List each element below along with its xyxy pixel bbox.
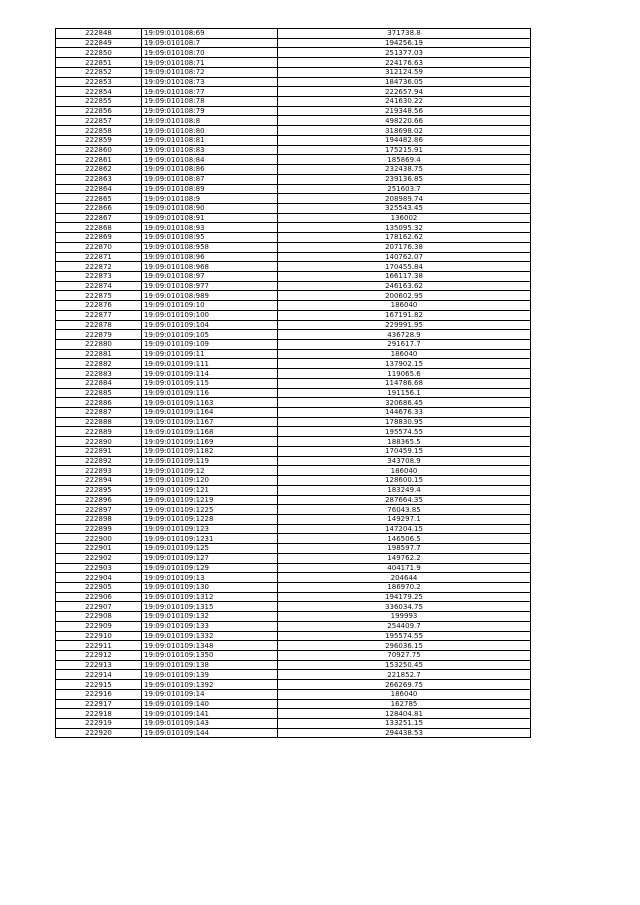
data-table bbox=[55, 28, 531, 738]
table-row bbox=[56, 369, 531, 379]
row-id-cell: 222901 bbox=[56, 544, 142, 554]
table-row bbox=[56, 67, 531, 77]
row-id-cell: 222892 bbox=[56, 456, 142, 466]
cadastral-code-cell: 19:09:010109:1164 bbox=[142, 408, 278, 418]
row-id-cell: 222858 bbox=[56, 126, 142, 136]
table-row bbox=[56, 340, 531, 350]
row-id-cell: 222908 bbox=[56, 612, 142, 622]
row-id-cell: 222897 bbox=[56, 505, 142, 515]
row-id-cell: 222893 bbox=[56, 466, 142, 476]
row-id-cell: 222870 bbox=[56, 242, 142, 252]
table-row bbox=[56, 233, 531, 243]
cadastral-code-cell: 19:09:010109:125 bbox=[142, 544, 278, 554]
value-cell: 436728.9 bbox=[278, 330, 531, 340]
value-cell: 219348.56 bbox=[278, 106, 531, 116]
cadastral-code-cell: 19:09:010109:127 bbox=[142, 553, 278, 563]
row-id-cell: 222916 bbox=[56, 689, 142, 699]
row-id-cell: 222905 bbox=[56, 582, 142, 592]
value-cell: 170455.84 bbox=[278, 262, 531, 272]
row-id-cell: 222918 bbox=[56, 709, 142, 719]
value-cell: 325543.45 bbox=[278, 203, 531, 213]
value-cell: 320686.45 bbox=[278, 398, 531, 408]
cadastral-code-cell: 19:09:010108:96 bbox=[142, 252, 278, 262]
table-row bbox=[56, 408, 531, 418]
value-cell: 266269.75 bbox=[278, 680, 531, 690]
value-cell: 128600.15 bbox=[278, 476, 531, 486]
row-id-cell: 222865 bbox=[56, 194, 142, 204]
value-cell: 188365.5 bbox=[278, 437, 531, 447]
cadastral-code-cell: 19:09:010109:1163 bbox=[142, 398, 278, 408]
cadastral-code-cell: 19:09:010109:1219 bbox=[142, 495, 278, 505]
table-row bbox=[56, 165, 531, 175]
table-row bbox=[56, 29, 531, 39]
cadastral-code-cell: 19:09:010109:138 bbox=[142, 660, 278, 670]
table-row bbox=[56, 194, 531, 204]
cadastral-code-cell: 19:09:010109:121 bbox=[142, 485, 278, 495]
table-row bbox=[56, 48, 531, 58]
value-cell: 207176.38 bbox=[278, 242, 531, 252]
row-id-cell: 222909 bbox=[56, 621, 142, 631]
value-cell: 251377.03 bbox=[278, 48, 531, 58]
cadastral-code-cell: 19:09:010109:133 bbox=[142, 621, 278, 631]
cadastral-code-cell: 19:09:010109:143 bbox=[142, 719, 278, 729]
cadastral-code-cell: 19:09:010108:77 bbox=[142, 87, 278, 97]
value-cell: 204644 bbox=[278, 573, 531, 583]
value-cell: 162785 bbox=[278, 699, 531, 709]
table-row bbox=[56, 378, 531, 388]
cadastral-code-cell: 19:09:010109:1167 bbox=[142, 417, 278, 427]
value-cell: 136002 bbox=[278, 213, 531, 223]
table-row bbox=[56, 660, 531, 670]
value-cell: 137902.15 bbox=[278, 359, 531, 369]
cadastral-code-cell: 19:09:010108:79 bbox=[142, 106, 278, 116]
value-cell: 195574.55 bbox=[278, 631, 531, 641]
table-row bbox=[56, 592, 531, 602]
value-cell: 251603.7 bbox=[278, 184, 531, 194]
row-id-cell: 222891 bbox=[56, 446, 142, 456]
table-row bbox=[56, 709, 531, 719]
cadastral-code-cell: 19:09:010109:1228 bbox=[142, 514, 278, 524]
cadastral-code-cell: 19:09:010108:70 bbox=[142, 48, 278, 58]
row-id-cell: 222914 bbox=[56, 670, 142, 680]
row-id-cell: 222866 bbox=[56, 203, 142, 213]
cadastral-code-cell: 19:09:010108:90 bbox=[142, 203, 278, 213]
table-row bbox=[56, 651, 531, 661]
cadastral-code-cell: 19:09:010109:1392 bbox=[142, 680, 278, 690]
row-id-cell: 222851 bbox=[56, 58, 142, 68]
table-row bbox=[56, 437, 531, 447]
row-id-cell: 222875 bbox=[56, 291, 142, 301]
cadastral-code-cell: 19:09:010109:111 bbox=[142, 359, 278, 369]
cadastral-code-cell: 19:09:010109:1182 bbox=[142, 446, 278, 456]
cadastral-code-cell: 19:09:010109:1350 bbox=[142, 651, 278, 661]
table-row bbox=[56, 456, 531, 466]
value-cell: 194179.25 bbox=[278, 592, 531, 602]
value-cell: 498220.66 bbox=[278, 116, 531, 126]
value-cell: 221852.7 bbox=[278, 670, 531, 680]
row-id-cell: 222871 bbox=[56, 252, 142, 262]
row-id-cell: 222859 bbox=[56, 135, 142, 145]
cadastral-code-cell: 19:09:010108:83 bbox=[142, 145, 278, 155]
row-id-cell: 222887 bbox=[56, 408, 142, 418]
cadastral-code-cell: 19:09:010109:14 bbox=[142, 689, 278, 699]
row-id-cell: 222896 bbox=[56, 495, 142, 505]
value-cell: 128404.81 bbox=[278, 709, 531, 719]
value-cell: 166117.38 bbox=[278, 271, 531, 281]
value-cell: 186040 bbox=[278, 466, 531, 476]
row-id-cell: 222903 bbox=[56, 563, 142, 573]
table-row bbox=[56, 417, 531, 427]
cadastral-code-cell: 19:09:010109:139 bbox=[142, 670, 278, 680]
row-id-cell: 222899 bbox=[56, 524, 142, 534]
row-id-cell: 222917 bbox=[56, 699, 142, 709]
table-row bbox=[56, 680, 531, 690]
table-row bbox=[56, 485, 531, 495]
value-cell: 149297.1 bbox=[278, 514, 531, 524]
table-row bbox=[56, 310, 531, 320]
cadastral-code-cell: 19:09:010108:7 bbox=[142, 38, 278, 48]
table-row bbox=[56, 291, 531, 301]
value-cell: 70927.75 bbox=[278, 651, 531, 661]
value-cell: 222657.94 bbox=[278, 87, 531, 97]
cadastral-code-cell: 19:09:010108:93 bbox=[142, 223, 278, 233]
table-row bbox=[56, 631, 531, 641]
row-id-cell: 222884 bbox=[56, 378, 142, 388]
table-row bbox=[56, 252, 531, 262]
table-row bbox=[56, 582, 531, 592]
cadastral-code-cell: 19:09:010109:1231 bbox=[142, 534, 278, 544]
row-id-cell: 222904 bbox=[56, 573, 142, 583]
table-row bbox=[56, 699, 531, 709]
table-row bbox=[56, 670, 531, 680]
value-cell: 186040 bbox=[278, 301, 531, 311]
cadastral-code-cell: 19:09:010108:97 bbox=[142, 271, 278, 281]
table-row bbox=[56, 262, 531, 272]
table-row bbox=[56, 77, 531, 87]
table-row bbox=[56, 573, 531, 583]
row-id-cell: 222878 bbox=[56, 320, 142, 330]
row-id-cell: 222920 bbox=[56, 728, 142, 738]
table-row bbox=[56, 349, 531, 359]
cadastral-code-cell: 19:09:010109:1315 bbox=[142, 602, 278, 612]
cadastral-code-cell: 19:09:010109:1348 bbox=[142, 641, 278, 651]
value-cell: 170459.15 bbox=[278, 446, 531, 456]
row-id-cell: 222868 bbox=[56, 223, 142, 233]
table-row bbox=[56, 495, 531, 505]
value-cell: 200602.95 bbox=[278, 291, 531, 301]
table-row bbox=[56, 126, 531, 136]
cadastral-code-cell: 19:09:010109:11 bbox=[142, 349, 278, 359]
table-row bbox=[56, 446, 531, 456]
cadastral-code-cell: 19:09:010109:105 bbox=[142, 330, 278, 340]
table-row bbox=[56, 38, 531, 48]
table-row bbox=[56, 505, 531, 515]
table-row bbox=[56, 116, 531, 126]
row-id-cell: 222874 bbox=[56, 281, 142, 291]
value-cell: 229991.95 bbox=[278, 320, 531, 330]
value-cell: 254409.7 bbox=[278, 621, 531, 631]
value-cell: 291617.7 bbox=[278, 340, 531, 350]
value-cell: 318698.02 bbox=[278, 126, 531, 136]
value-cell: 239136.85 bbox=[278, 174, 531, 184]
table-row bbox=[56, 359, 531, 369]
value-cell: 371738.8 bbox=[278, 29, 531, 39]
cadastral-code-cell: 19:09:010108:968 bbox=[142, 262, 278, 272]
row-id-cell: 222850 bbox=[56, 48, 142, 58]
cadastral-code-cell: 19:09:010109:120 bbox=[142, 476, 278, 486]
table-row bbox=[56, 223, 531, 233]
value-cell: 224176.63 bbox=[278, 58, 531, 68]
row-id-cell: 222880 bbox=[56, 340, 142, 350]
row-id-cell: 222902 bbox=[56, 553, 142, 563]
row-id-cell: 222888 bbox=[56, 417, 142, 427]
cadastral-code-cell: 19:09:010109:1225 bbox=[142, 505, 278, 515]
table-row bbox=[56, 97, 531, 107]
table-body bbox=[56, 29, 531, 738]
cadastral-code-cell: 19:09:010108:91 bbox=[142, 213, 278, 223]
table-row bbox=[56, 155, 531, 165]
cadastral-code-cell: 19:09:010109:109 bbox=[142, 340, 278, 350]
cadastral-code-cell: 19:09:010108:72 bbox=[142, 67, 278, 77]
cadastral-code-cell: 19:09:010109:123 bbox=[142, 524, 278, 534]
row-id-cell: 222900 bbox=[56, 534, 142, 544]
table-row bbox=[56, 534, 531, 544]
row-id-cell: 222854 bbox=[56, 87, 142, 97]
row-id-cell: 222848 bbox=[56, 29, 142, 39]
table-row bbox=[56, 281, 531, 291]
cadastral-code-cell: 19:09:010109:1312 bbox=[142, 592, 278, 602]
table-row bbox=[56, 514, 531, 524]
row-id-cell: 222876 bbox=[56, 301, 142, 311]
table-row bbox=[56, 135, 531, 145]
cadastral-code-cell: 19:09:010109:1168 bbox=[142, 427, 278, 437]
cadastral-code-cell: 19:09:010109:1332 bbox=[142, 631, 278, 641]
value-cell: 336034.75 bbox=[278, 602, 531, 612]
cadastral-code-cell: 19:09:010109:100 bbox=[142, 310, 278, 320]
table-row bbox=[56, 427, 531, 437]
cadastral-code-cell: 19:09:010109:13 bbox=[142, 573, 278, 583]
cadastral-code-cell: 19:09:010109:119 bbox=[142, 456, 278, 466]
cadastral-code-cell: 19:09:010109:115 bbox=[142, 378, 278, 388]
row-id-cell: 222895 bbox=[56, 485, 142, 495]
row-id-cell: 222882 bbox=[56, 359, 142, 369]
table-row bbox=[56, 602, 531, 612]
value-cell: 194482.86 bbox=[278, 135, 531, 145]
value-cell: 133251.15 bbox=[278, 719, 531, 729]
table-row bbox=[56, 719, 531, 729]
value-cell: 178162.62 bbox=[278, 233, 531, 243]
row-id-cell: 222852 bbox=[56, 67, 142, 77]
cadastral-code-cell: 19:09:010108:80 bbox=[142, 126, 278, 136]
row-id-cell: 222849 bbox=[56, 38, 142, 48]
row-id-cell: 222873 bbox=[56, 271, 142, 281]
value-cell: 175215.91 bbox=[278, 145, 531, 155]
row-id-cell: 222856 bbox=[56, 106, 142, 116]
row-id-cell: 222863 bbox=[56, 174, 142, 184]
table-row bbox=[56, 184, 531, 194]
table-row bbox=[56, 213, 531, 223]
value-cell: 178830.95 bbox=[278, 417, 531, 427]
table-row bbox=[56, 106, 531, 116]
row-id-cell: 222853 bbox=[56, 77, 142, 87]
cadastral-code-cell: 19:09:010108:81 bbox=[142, 135, 278, 145]
row-id-cell: 222890 bbox=[56, 437, 142, 447]
row-id-cell: 222913 bbox=[56, 660, 142, 670]
row-id-cell: 222857 bbox=[56, 116, 142, 126]
cadastral-code-cell: 19:09:010109:129 bbox=[142, 563, 278, 573]
value-cell: 195574.55 bbox=[278, 427, 531, 437]
value-cell: 186040 bbox=[278, 689, 531, 699]
value-cell: 183249.4 bbox=[278, 485, 531, 495]
cadastral-code-cell: 19:09:010108:84 bbox=[142, 155, 278, 165]
table-row bbox=[56, 524, 531, 534]
value-cell: 312124.59 bbox=[278, 67, 531, 77]
cadastral-code-cell: 19:09:010109:141 bbox=[142, 709, 278, 719]
value-cell: 144676.33 bbox=[278, 408, 531, 418]
row-id-cell: 222910 bbox=[56, 631, 142, 641]
row-id-cell: 222886 bbox=[56, 398, 142, 408]
row-id-cell: 222877 bbox=[56, 310, 142, 320]
table-row bbox=[56, 563, 531, 573]
value-cell: 194256.19 bbox=[278, 38, 531, 48]
cadastral-code-cell: 19:09:010108:73 bbox=[142, 77, 278, 87]
value-cell: 208989.74 bbox=[278, 194, 531, 204]
table-row bbox=[56, 271, 531, 281]
value-cell: 167191.82 bbox=[278, 310, 531, 320]
table-row bbox=[56, 612, 531, 622]
value-cell: 199993 bbox=[278, 612, 531, 622]
value-cell: 119065.6 bbox=[278, 369, 531, 379]
value-cell: 241630.22 bbox=[278, 97, 531, 107]
cadastral-code-cell: 19:09:010109:12 bbox=[142, 466, 278, 476]
cadastral-code-cell: 19:09:010109:144 bbox=[142, 728, 278, 738]
value-cell: 147204.15 bbox=[278, 524, 531, 534]
table-row bbox=[56, 466, 531, 476]
table-row bbox=[56, 398, 531, 408]
cadastral-code-cell: 19:09:010108:87 bbox=[142, 174, 278, 184]
row-id-cell: 222862 bbox=[56, 165, 142, 175]
value-cell: 149762.2 bbox=[278, 553, 531, 563]
table-row bbox=[56, 553, 531, 563]
value-cell: 184736.05 bbox=[278, 77, 531, 87]
value-cell: 246163.62 bbox=[278, 281, 531, 291]
table-row bbox=[56, 330, 531, 340]
value-cell: 186970.2 bbox=[278, 582, 531, 592]
row-id-cell: 222885 bbox=[56, 388, 142, 398]
table-row bbox=[56, 58, 531, 68]
cadastral-code-cell: 19:09:010108:89 bbox=[142, 184, 278, 194]
row-id-cell: 222894 bbox=[56, 476, 142, 486]
value-cell: 232438.75 bbox=[278, 165, 531, 175]
table-row bbox=[56, 621, 531, 631]
cadastral-code-cell: 19:09:010108:71 bbox=[142, 58, 278, 68]
value-cell: 153250.45 bbox=[278, 660, 531, 670]
row-id-cell: 222855 bbox=[56, 97, 142, 107]
row-id-cell: 222881 bbox=[56, 349, 142, 359]
value-cell: 294438.53 bbox=[278, 728, 531, 738]
cadastral-code-cell: 19:09:010109:130 bbox=[142, 582, 278, 592]
value-cell: 198597.7 bbox=[278, 544, 531, 554]
table-row bbox=[56, 301, 531, 311]
cadastral-code-cell: 19:09:010109:104 bbox=[142, 320, 278, 330]
table-row bbox=[56, 203, 531, 213]
cadastral-code-cell: 19:09:010109:114 bbox=[142, 369, 278, 379]
value-cell: 186040 bbox=[278, 349, 531, 359]
table-row bbox=[56, 174, 531, 184]
table-row bbox=[56, 388, 531, 398]
value-cell: 287664.35 bbox=[278, 495, 531, 505]
row-id-cell: 222912 bbox=[56, 651, 142, 661]
table-row bbox=[56, 242, 531, 252]
cadastral-code-cell: 19:09:010109:116 bbox=[142, 388, 278, 398]
value-cell: 114786.68 bbox=[278, 378, 531, 388]
value-cell: 191156.1 bbox=[278, 388, 531, 398]
row-id-cell: 222889 bbox=[56, 427, 142, 437]
cadastral-code-cell: 19:09:010108:8 bbox=[142, 116, 278, 126]
cadastral-code-cell: 19:09:010108:977 bbox=[142, 281, 278, 291]
table-row bbox=[56, 320, 531, 330]
row-id-cell: 222860 bbox=[56, 145, 142, 155]
value-cell: 146506.5 bbox=[278, 534, 531, 544]
cadastral-code-cell: 19:09:010108:989 bbox=[142, 291, 278, 301]
cadastral-code-cell: 19:09:010109:1169 bbox=[142, 437, 278, 447]
cadastral-code-cell: 19:09:010108:95 bbox=[142, 233, 278, 243]
value-cell: 343708.9 bbox=[278, 456, 531, 466]
value-cell: 185869.4 bbox=[278, 155, 531, 165]
row-id-cell: 222869 bbox=[56, 233, 142, 243]
value-cell: 140762.07 bbox=[278, 252, 531, 262]
table-row bbox=[56, 145, 531, 155]
row-id-cell: 222906 bbox=[56, 592, 142, 602]
cadastral-code-cell: 19:09:010109:140 bbox=[142, 699, 278, 709]
cadastral-code-cell: 19:09:010108:69 bbox=[142, 29, 278, 39]
row-id-cell: 222883 bbox=[56, 369, 142, 379]
cadastral-code-cell: 19:09:010109:10 bbox=[142, 301, 278, 311]
table-row bbox=[56, 476, 531, 486]
cadastral-code-cell: 19:09:010108:78 bbox=[142, 97, 278, 107]
row-id-cell: 222861 bbox=[56, 155, 142, 165]
row-id-cell: 222898 bbox=[56, 514, 142, 524]
table-row bbox=[56, 641, 531, 651]
value-cell: 135095.32 bbox=[278, 223, 531, 233]
value-cell: 76043.85 bbox=[278, 505, 531, 515]
row-id-cell: 222872 bbox=[56, 262, 142, 272]
row-id-cell: 222919 bbox=[56, 719, 142, 729]
value-cell: 404171.9 bbox=[278, 563, 531, 573]
table-row bbox=[56, 544, 531, 554]
table-row bbox=[56, 87, 531, 97]
table-row bbox=[56, 689, 531, 699]
cadastral-code-cell: 19:09:010108:9 bbox=[142, 194, 278, 204]
row-id-cell: 222867 bbox=[56, 213, 142, 223]
row-id-cell: 222907 bbox=[56, 602, 142, 612]
cadastral-code-cell: 19:09:010108:86 bbox=[142, 165, 278, 175]
cadastral-code-cell: 19:09:010108:958 bbox=[142, 242, 278, 252]
row-id-cell: 222911 bbox=[56, 641, 142, 651]
row-id-cell: 222879 bbox=[56, 330, 142, 340]
cadastral-code-cell: 19:09:010109:132 bbox=[142, 612, 278, 622]
table-row bbox=[56, 728, 531, 738]
value-cell: 296036.15 bbox=[278, 641, 531, 651]
row-id-cell: 222864 bbox=[56, 184, 142, 194]
row-id-cell: 222915 bbox=[56, 680, 142, 690]
